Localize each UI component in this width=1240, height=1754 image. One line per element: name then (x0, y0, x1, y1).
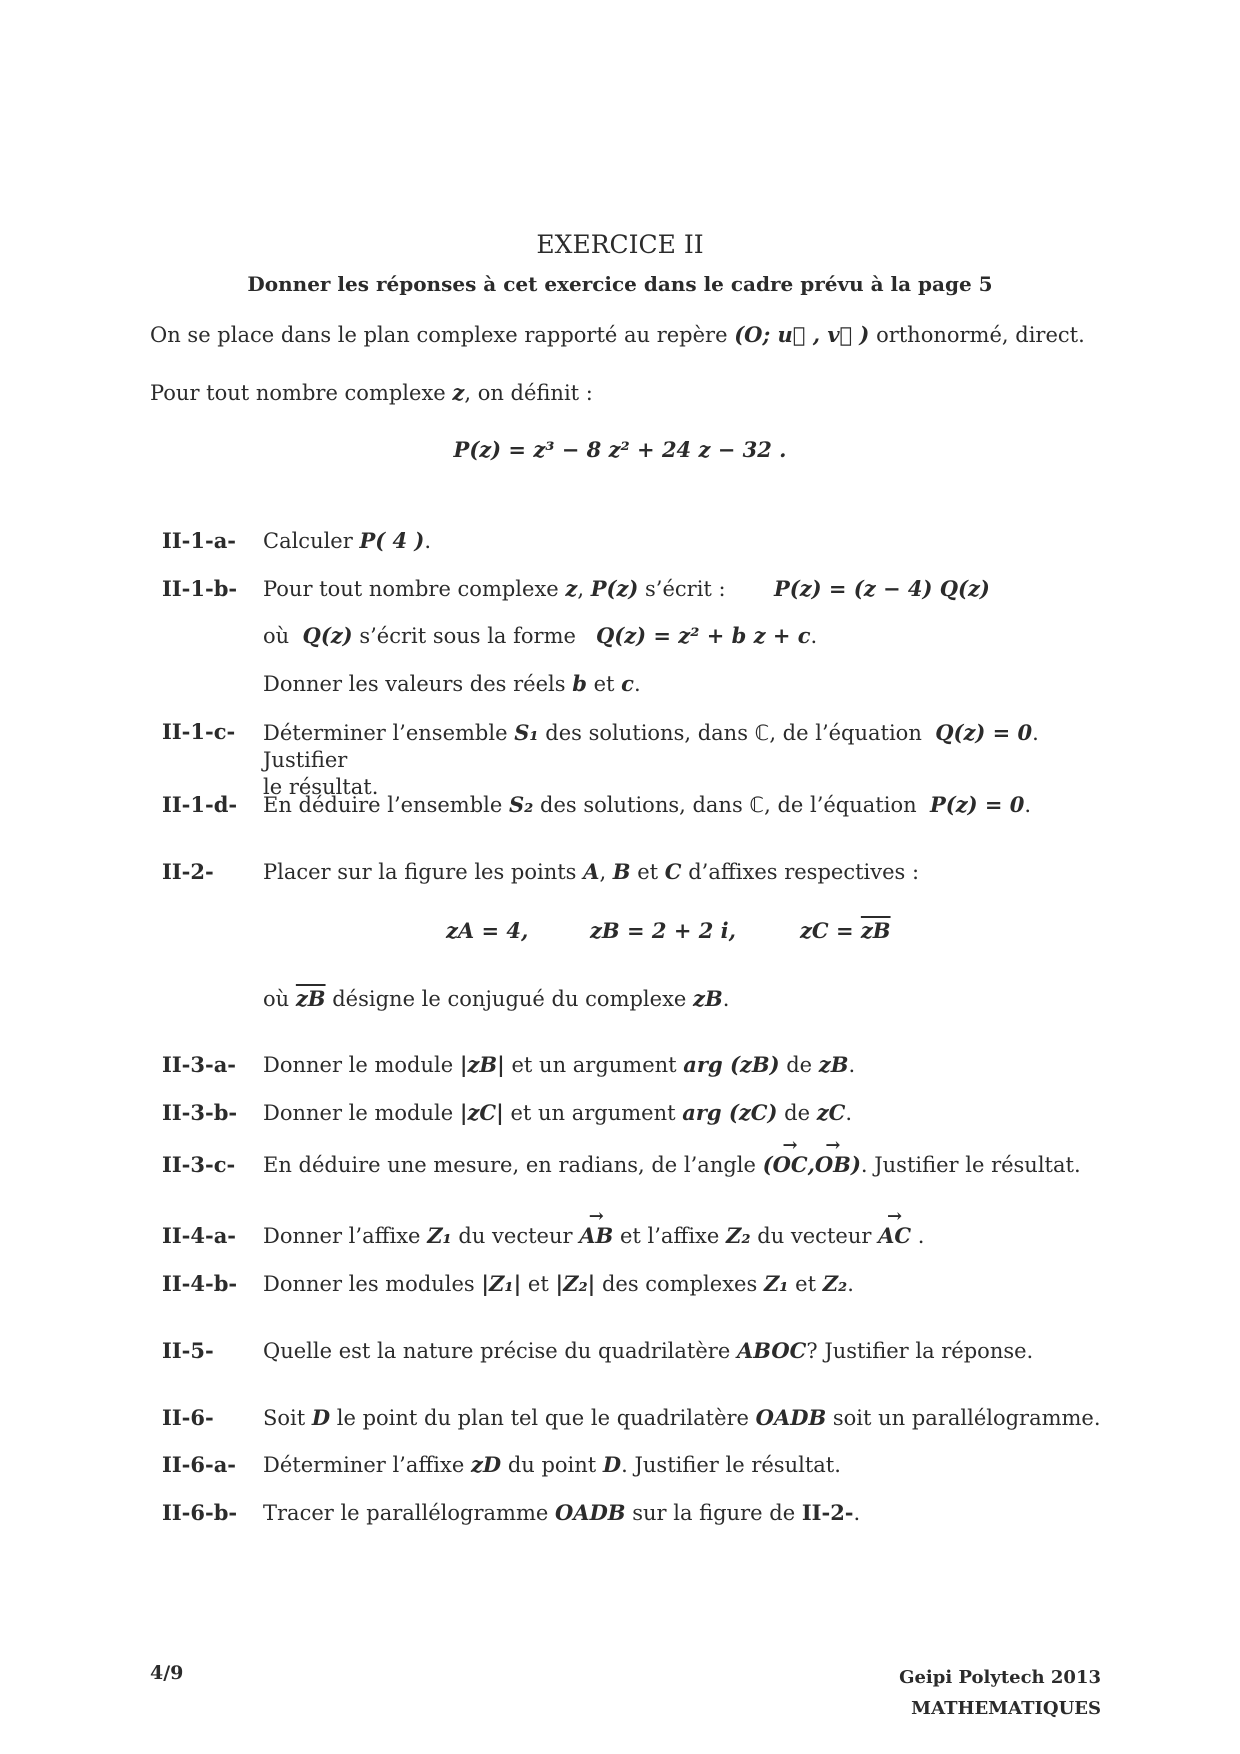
question-text: Pour tout nombre complexe z, P(z) s’écrit : (263, 576, 726, 601)
intro-line-1: On se place dans le plan complexe rapporté au repère (O; u⃗ , v⃗ ) orthonormé, direct. (150, 322, 1085, 347)
question-label: II-2- (162, 859, 214, 884)
question-text: Tracer le parallélogramme OADB sur la figure de II-2-. (263, 1500, 861, 1525)
question-label: II-1-a- (162, 528, 237, 553)
vector-oc: → OC (773, 1152, 808, 1177)
footer-source (899, 1662, 1101, 1724)
exam-subject: MATHEMATIQUES (911, 1698, 1101, 1719)
question-text: Calculer P( 4 ). (263, 528, 432, 553)
question-text: Placer sur la figure les points A, B et C d’affixes respectives : (263, 859, 920, 884)
question-text: Quelle est la nature précise du quadrilatère ABOC? Justifier la réponse. (263, 1338, 1034, 1363)
exam-source: Geipi Polytech 2013 (899, 1667, 1101, 1688)
question-text: Donner le module |zB| et un argument arg (zB) de zB. (263, 1052, 856, 1077)
question-text: où $\overline{zB}$ désigne le conjugué du complexe zB. (263, 986, 730, 1011)
affix-zc: zC = $\overline{zB}$ (800, 918, 891, 943)
question-label: II-1-b- (162, 576, 238, 601)
polynomial-definition: P(z) = z³ − 8 z² + 24 z − 32 . (453, 437, 787, 462)
vector-ac: → AC (878, 1223, 911, 1248)
question-label: II-3-b- (162, 1100, 238, 1125)
affix-zb: zB = 2 + 2 i, (590, 918, 736, 943)
page-number: 4/9 (150, 1662, 184, 1684)
intro-line-2: Pour tout nombre complexe z, on définit : (150, 380, 593, 405)
affix-za: zA = 4, (446, 918, 529, 943)
question-text: En déduire une mesure, en radians, de l’angle (→ OC,→ OB). Justifier le résultat. (263, 1152, 1081, 1177)
exercise-instructions: Donner les réponses à cet exercice dans le cadre prévu à la page 5 (247, 272, 993, 296)
question-label: II-1-d- (162, 792, 238, 817)
question-text: Déterminer l’ensemble S₁ des solutions, dans ℂ, de l’équation Q(z) = 0. Justifier le résultat. (263, 720, 1039, 799)
question-label: II-4-b- (162, 1271, 238, 1296)
question-label: II-6-b- (162, 1500, 238, 1525)
question-text: Donner le module |zC| et un argument arg (zC) de zC. (263, 1100, 853, 1125)
question-label: II-6-a- (162, 1452, 237, 1477)
vector-ob: → OB (815, 1152, 851, 1177)
question-label: II-6- (162, 1405, 214, 1430)
vector-ab: → AB (579, 1223, 613, 1248)
question-text: Donner l’affixe Z₁ du vecteur → AB et l’affixe Z₂ du vecteur → AC . (263, 1223, 924, 1248)
question-text: Donner les valeurs des réels b et c. (263, 671, 641, 696)
question-label: II-3-c- (162, 1152, 236, 1177)
question-text: Donner les modules |Z₁| et |Z₂| des complexes Z₁ et Z₂. (263, 1271, 854, 1296)
question-label: II-1-c- (162, 719, 236, 744)
question-label: II-4-a- (162, 1223, 237, 1248)
question-label: II-5- (162, 1338, 214, 1363)
question-text: En déduire l’ensemble S₂ des solutions, dans ℂ, de l’équation P(z) = 0. (263, 792, 1032, 817)
question-text: où Q(z) s’écrit sous la forme Q(z) = z² + b z + c. (263, 623, 818, 648)
factorization-equation: P(z) = (z − 4) Q(z) (774, 576, 990, 601)
question-text: Soit D le point du plan tel que le quadrilatère OADB soit un parallélogramme. (263, 1405, 1101, 1430)
question-text: Déterminer l’affixe zD du point D. Justifier le résultat. (263, 1452, 841, 1477)
exercise-title: EXERCICE II (536, 230, 704, 259)
question-label: II-3-a- (162, 1052, 237, 1077)
